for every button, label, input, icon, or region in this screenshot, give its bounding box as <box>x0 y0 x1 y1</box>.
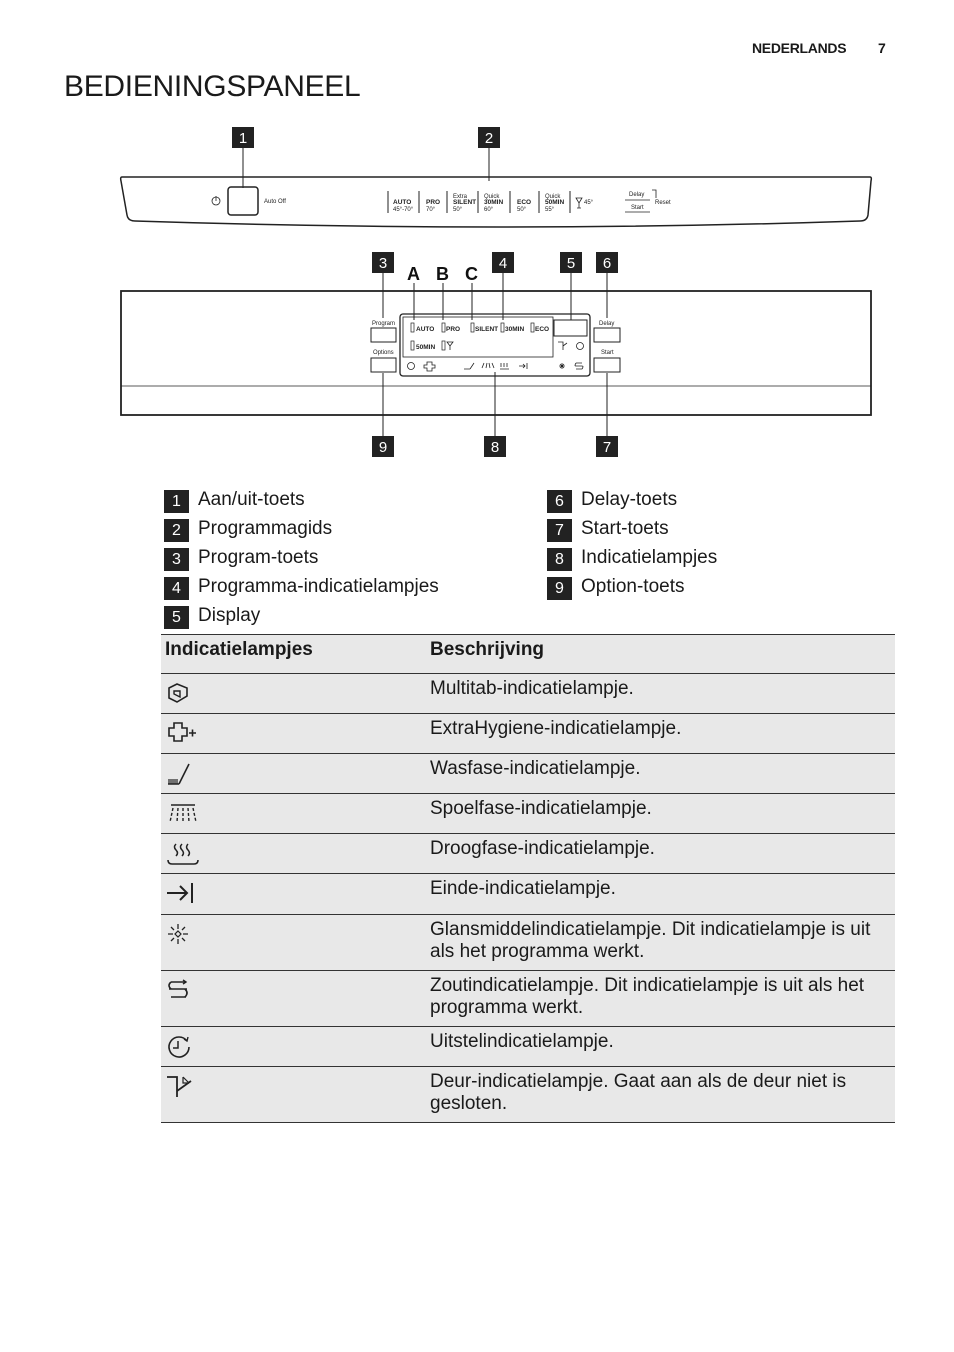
svg-text:45°: 45° <box>584 200 594 206</box>
row-salt-icon <box>575 363 583 369</box>
program-label: Program <box>372 321 396 327</box>
svg-text:50°: 50° <box>453 207 463 213</box>
legend-item <box>164 514 439 543</box>
table-row <box>161 834 895 874</box>
glass-icon <box>576 198 582 208</box>
table-header-indicator: Indicatielampjes <box>161 635 430 674</box>
header-page-number: 7 <box>878 40 886 56</box>
legend-item <box>164 543 439 572</box>
svg-text:60°: 60° <box>484 207 494 213</box>
display-screen <box>554 320 587 336</box>
callout-6: 6 <box>602 255 612 272</box>
svg-text:50MIN: 50MIN <box>416 344 436 351</box>
legend-badge: 3 <box>164 548 189 571</box>
svg-text:50MIN: 50MIN <box>545 199 565 206</box>
table-description: Spoelfase-indicatielampje. <box>430 794 895 834</box>
letter-a: A <box>407 264 420 284</box>
table-description: Zoutindicatielampje. Dit indicatielampje is uit als het programma werkt. <box>430 971 895 1027</box>
table-description: Glansmiddelindicatielampje. Dit indicatielampje is uit als het programma werkt. <box>430 915 895 971</box>
start-label: Start <box>601 350 614 356</box>
row-end-icon <box>519 363 527 369</box>
program-indicators <box>411 323 549 351</box>
svg-text:55°: 55° <box>545 207 555 213</box>
row-extrahygiene-icon <box>424 362 435 371</box>
legend-item <box>164 601 439 630</box>
extrahygiene-icon <box>165 720 199 746</box>
svg-text:Quick: Quick <box>545 194 561 200</box>
table-description: ExtraHygiene-indicatielampje. <box>430 714 895 754</box>
table-header-row <box>161 635 895 674</box>
header-language: NEDERLANDS <box>752 40 847 56</box>
svg-text:ECO: ECO <box>517 199 532 206</box>
callout-4: 4 <box>498 255 508 272</box>
table-description: Uitstelindicatielampje. <box>430 1027 895 1067</box>
svg-text:ECO: ECO <box>535 326 550 333</box>
legend-left <box>164 485 439 630</box>
svg-text:50°: 50° <box>517 207 527 213</box>
svg-text:Extra: Extra <box>453 194 468 200</box>
legend-label: Option-toets <box>581 575 685 597</box>
start-button[interactable] <box>594 358 620 372</box>
legend-badge: 9 <box>547 577 572 600</box>
legend-right <box>547 485 717 601</box>
rinse-aid-icon <box>165 921 191 947</box>
reset-label: Reset <box>655 200 671 206</box>
callout-9: 9 <box>378 439 388 456</box>
table-description: Einde-indicatielampje. <box>430 874 895 915</box>
table-description: Multitab-indicatielampje. <box>430 674 895 714</box>
legend-item <box>164 485 439 514</box>
svg-text:Quick: Quick <box>484 194 500 200</box>
row-rinse-icon <box>482 363 494 368</box>
table-row <box>161 674 895 714</box>
svg-text:AUTO: AUTO <box>416 326 435 333</box>
legend-badge: 7 <box>547 519 572 542</box>
page-title: BEDIENINGSPANEEL <box>64 70 361 103</box>
svg-text:45°-70°: 45°-70° <box>393 207 414 213</box>
salt-icon <box>165 977 191 1003</box>
legend-label: Display <box>198 604 261 626</box>
legend-badge: 1 <box>164 490 189 513</box>
legend-badge: 6 <box>547 490 572 513</box>
delay-icon <box>165 1033 193 1061</box>
drying-phase-icon <box>165 840 201 868</box>
svg-text:SILENT: SILENT <box>475 326 499 333</box>
legend-item <box>547 514 717 543</box>
legend-item <box>547 485 717 514</box>
indicator-row <box>408 362 584 371</box>
table-description: Deur-indicatielampje. Gaat aan als de deur niet is gesloten. <box>430 1067 895 1123</box>
power-button[interactable] <box>228 187 258 215</box>
table-row <box>161 874 895 915</box>
multitab-icon <box>165 680 191 706</box>
legend-item <box>547 543 717 572</box>
legend-label: Aan/uit-toets <box>198 488 305 510</box>
top-start-label: Start <box>631 205 644 211</box>
legend-label: Programma-indicatielampjes <box>198 575 439 597</box>
legend-label: Indicatielampjes <box>581 546 718 568</box>
legend-item <box>547 572 717 601</box>
table-row <box>161 1027 895 1067</box>
table-header-description: Beschrijving <box>430 635 895 674</box>
indicator-table <box>161 634 895 1123</box>
program-button[interactable] <box>371 328 396 342</box>
table-row <box>161 714 895 754</box>
letter-c: C <box>465 264 478 284</box>
display-delay-icon <box>577 343 584 350</box>
program-guide <box>388 191 594 213</box>
legend-item <box>164 572 439 601</box>
control-panel-diagram <box>0 0 954 470</box>
rinse-phase-icon <box>165 800 201 828</box>
table-row <box>161 971 895 1027</box>
bottom-panel-outline <box>121 291 871 415</box>
options-button[interactable] <box>371 358 396 372</box>
svg-text:SILENT: SILENT <box>453 199 477 206</box>
row-wash-icon <box>464 363 474 369</box>
letter-b: B <box>436 264 449 284</box>
table-row <box>161 1067 895 1123</box>
legend-badge: 5 <box>164 606 189 629</box>
wash-phase-icon <box>165 760 195 788</box>
legend-badge: 8 <box>547 548 572 571</box>
legend-label: Delay-toets <box>581 488 678 510</box>
callout-5: 5 <box>566 255 576 272</box>
row-multitab-icon <box>408 363 415 370</box>
table-description: Droogfase-indicatielampje. <box>430 834 895 874</box>
legend-label: Program-toets <box>198 546 319 568</box>
top-delay-label: Delay <box>629 192 645 198</box>
end-icon <box>165 880 197 906</box>
delay-label: Delay <box>599 321 615 327</box>
svg-text:PRO: PRO <box>446 326 461 333</box>
svg-text:30MIN: 30MIN <box>484 199 504 206</box>
svg-text:70°: 70° <box>426 207 436 213</box>
legend-badge: 4 <box>164 577 189 600</box>
options-label: Options <box>373 350 394 356</box>
auto-off-label: Auto Off <box>264 199 286 205</box>
callout-7: 7 <box>602 439 612 456</box>
row-rinse-aid-icon <box>559 363 565 369</box>
table-description: Wasfase-indicatielampje. <box>430 754 895 794</box>
callout-2: 2 <box>484 130 494 147</box>
table-row <box>161 794 895 834</box>
callout-1: 1 <box>238 130 248 147</box>
callout-3: 3 <box>378 255 388 272</box>
door-icon <box>165 1073 195 1101</box>
row-drying-icon <box>500 363 509 369</box>
legend-label: Programmagids <box>198 517 333 539</box>
legend-label: Start-toets <box>581 517 669 539</box>
svg-text:PRO: PRO <box>426 199 441 206</box>
display-door-icon <box>558 342 567 350</box>
svg-text:30MIN: 30MIN <box>505 326 525 333</box>
delay-button[interactable] <box>594 328 620 342</box>
legend-badge: 2 <box>164 519 189 542</box>
svg-text:AUTO: AUTO <box>393 199 412 206</box>
table-row <box>161 754 895 794</box>
callout-8: 8 <box>490 439 500 456</box>
table-row <box>161 915 895 971</box>
